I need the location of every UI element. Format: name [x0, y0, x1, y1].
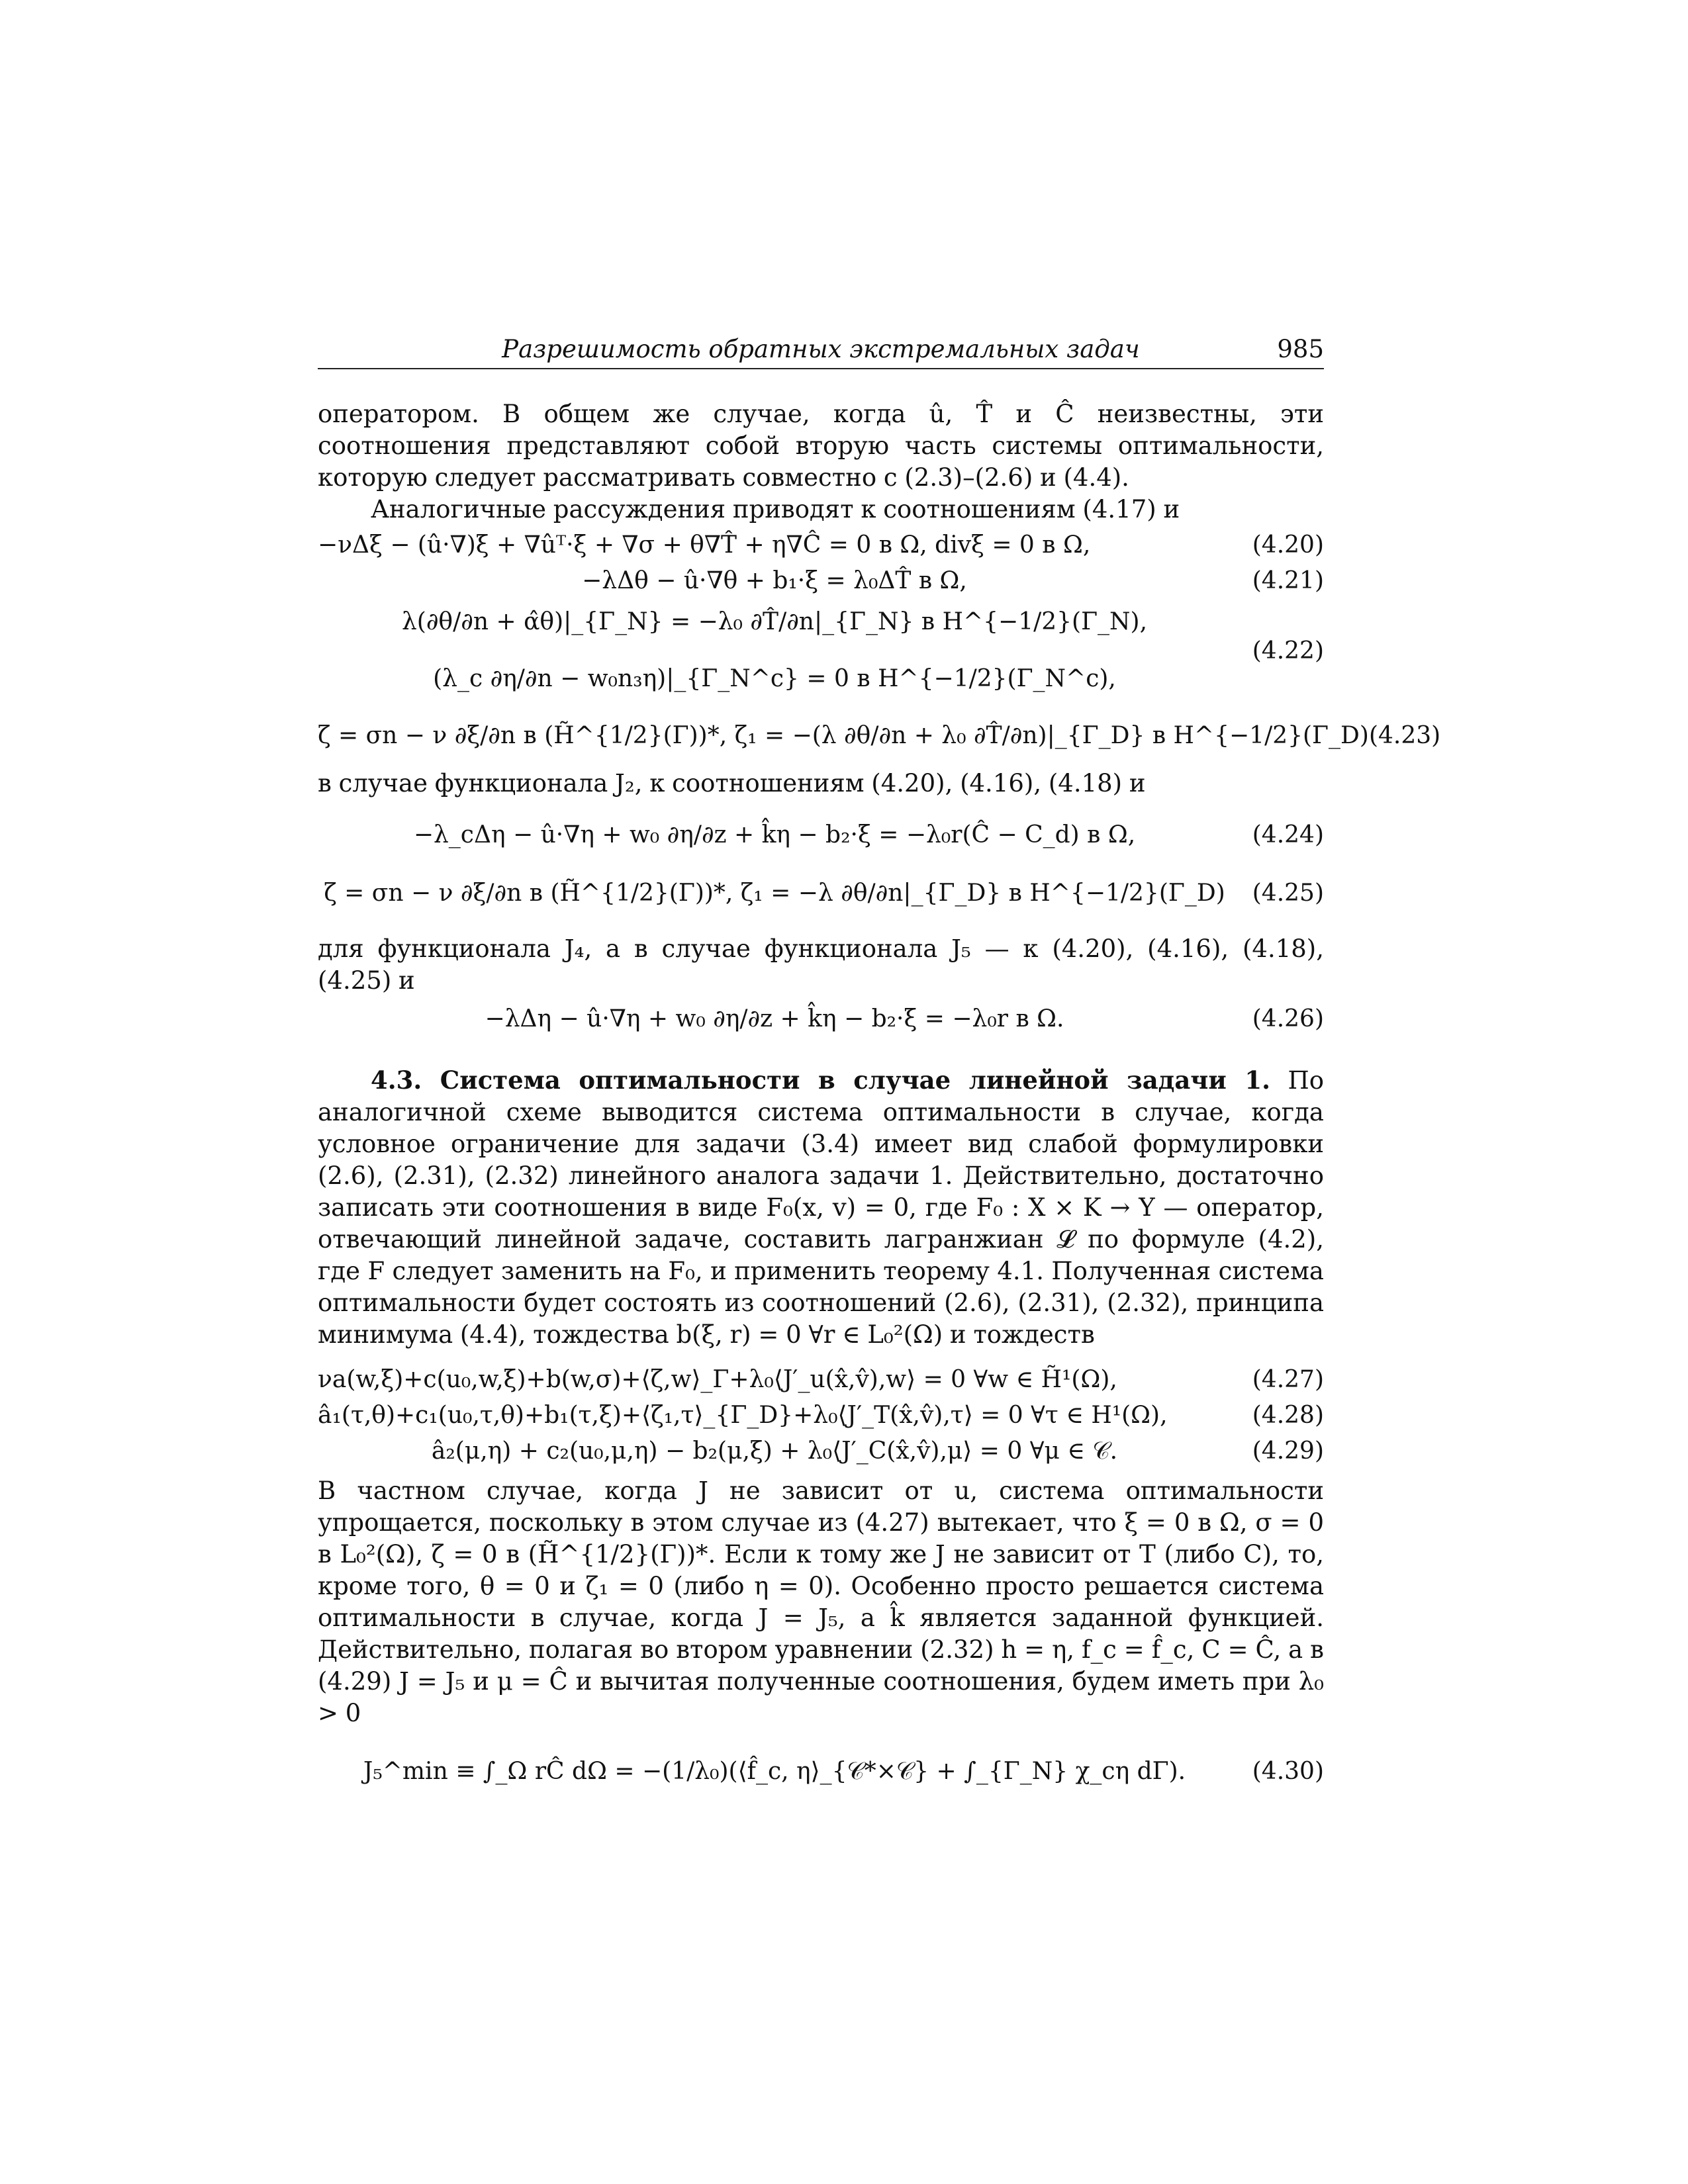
equation-number: (4.30): [1252, 1758, 1324, 1785]
equation-body: λ(∂θ/∂n + α̂θ)|_{Γ_N} = −λ₀ ∂T̂/∂n|_{Γ_N} в H^{−1/2}(Γ_N),: [401, 608, 1148, 635]
equation-body: −λΔη − û·∇η + w₀ ∂η/∂z + k̂η − b₂·ξ = −λ₀r в Ω.: [485, 1005, 1064, 1032]
paragraph-body: По аналогичной схеме выводится система оптимальности в случае, когда условное ограничение для задачи (3.4) имеет вид слабой формулировки (2.6), (2.31), (2.32) линейного аналога задачи 1. Действительно, достаточно записать эти соотношения в виде F₀(x, v) = 0, где F₀ : X × K → Y — оператор, отвечающий линейной задаче, составить лагранжиан 𝓛 по формуле (4.2), где F следует заменить на F₀, и применить теорему 4.1. Полученная система оптимальности будет состоять из соотношений (2.6), (2.31), (2.32), принципа минимума (4.4), тождества b(ξ, r) = 0 ∀r ∈ L₀²(Ω) и тождеств: [318, 1066, 1324, 1349]
running-header: [318, 331, 1324, 369]
equation-4-29: [318, 1435, 1324, 1467]
equation-4-28: [318, 1400, 1324, 1432]
equation-number: (4.24): [1252, 821, 1324, 848]
equation-body: ζ = σn − ν ∂ξ/∂n в (H̃^{1/2}(Γ))*, ζ₁ = −(λ ∂θ/∂n + λ₀ ∂T̂/∂n)|_{Γ_D} в H^{−1/2}(Γ_D): [318, 722, 1369, 749]
equation-4-20: [318, 529, 1324, 561]
equation-number: (4.23): [1368, 722, 1441, 749]
section-heading: 4.3. Система оптимальности в случае линейной задачи 1.: [371, 1066, 1271, 1095]
equation-4-24: [318, 819, 1324, 851]
equation-body: â₂(μ,η) + c₂(u₀,μ,η) − b₂(μ,ξ) + λ₀⟨J′_C(x̂,v̂),μ⟩ = 0 ∀μ ∈ 𝒞.: [431, 1437, 1118, 1465]
equation-body: J₅^min ≡ ∫_Ω rĈ dΩ = −(1/λ₀)(⟨f̂_c, η⟩_{𝒞*×𝒞} + ∫_{Γ_N} χ_cη dΓ).: [363, 1758, 1186, 1785]
equation-4-27: [318, 1364, 1324, 1396]
paragraph: В частном случае, когда J не зависит от u, система оптимальности упрощается, поскольку в этом случае из (4.27) вытекает, что ξ = 0 в Ω, σ = 0 в L₀²(Ω), ζ = 0 в (H̃^{1/2}(Γ))*. Если к тому же J не зависит от T (либо C), то, кроме того, θ = 0 и ζ₁ = 0 (либо η = 0). Особенно просто решается система оптимальности в случае, когда J = J₅, а k̂ является заданной функцией. Действительно, полагая во втором уравнении (2.32) h = η, f_c = f̂_c, C = Ĉ, а в (4.29) J = J₅ и μ = Ĉ и вычитая полученные соотношения, будем иметь при λ₀ > 0: [318, 1477, 1324, 1727]
page-number: 985: [1277, 335, 1324, 363]
paragraph: Аналогичные рассуждения приводят к соотношениям (4.17) и: [371, 495, 1180, 523]
section-paragraph: [318, 1064, 1324, 1351]
equation-number: (4.26): [1252, 1005, 1324, 1032]
equation-number: (4.29): [1252, 1437, 1324, 1465]
equation-4-23: [318, 720, 1441, 752]
running-title: Разрешимость обратных экстремальных задач: [502, 335, 1140, 363]
equation-4-21: [318, 565, 1324, 597]
equation-body: ζ = σn − ν ∂ξ/∂n в (H̃^{1/2}(Γ))*, ζ₁ = −λ ∂θ/∂n|_{Γ_D} в H^{−1/2}(Γ_D): [324, 880, 1225, 907]
equation-body: −νΔξ − (û·∇)ξ + ∇ûᵀ·ξ + ∇σ + θ∇T̂ + η∇Ĉ = 0 в Ω, divξ = 0 в Ω,: [318, 531, 1091, 559]
equation-4-26: [318, 1003, 1324, 1035]
equation-4-22: [318, 604, 1324, 698]
equation-body: (λ_c ∂η/∂n − w₀n₃η)|_{Γ_N^c} = 0 в H^{−1/2}(Γ_N^c),: [433, 665, 1116, 692]
page: [318, 331, 1441, 1814]
equation-4-30: [318, 1756, 1324, 1788]
equation-number: (4.20): [1252, 531, 1324, 559]
equation-4-25: [318, 878, 1324, 909]
equation-body: −λΔθ − û·∇θ + b₁·ξ = λ₀ΔT̂ в Ω,: [582, 567, 967, 594]
paragraph: для функционала J₄, а в случае функционала J₅ — к (4.20), (4.16), (4.18), (4.25) и: [318, 934, 1324, 995]
equation-body: â₁(τ,θ)+c₁(u₀,τ,θ)+b₁(τ,ξ)+⟨ζ₁,τ⟩_{Γ_D}+λ₀⟨J′_T(x̂,v̂),τ⟩ = 0 ∀τ ∈ H¹(Ω),: [318, 1402, 1168, 1429]
equation-body: νa(w,ξ)+c(u₀,w,ξ)+b(w,σ)+⟨ζ,w⟩_Γ+λ₀⟨J′_u(x̂,v̂),w⟩ = 0 ∀w ∈ H̃¹(Ω),: [318, 1366, 1117, 1393]
equation-number: (4.25): [1252, 880, 1324, 907]
paragraph: оператором. В общем же случае, когда û, T̂ и Ĉ неизвестны, эти соотношения представляют собой вторую часть системы оптимальности, которую следует рассматривать совместно с (2.3)–(2.6) и (4.4).: [318, 400, 1324, 492]
equation-number: (4.28): [1252, 1402, 1324, 1429]
equation-body: −λ_cΔη − û·∇η + w₀ ∂η/∂z + k̂η − b₂·ξ = −λ₀r(Ĉ − C_d) в Ω,: [413, 821, 1136, 848]
equation-number: (4.21): [1252, 567, 1324, 594]
equation-number: (4.22): [1252, 637, 1324, 664]
equation-number: (4.27): [1252, 1366, 1324, 1393]
paragraph: в случае функционала J₂, к соотношениям (4.20), (4.16), (4.18) и: [318, 769, 1146, 797]
